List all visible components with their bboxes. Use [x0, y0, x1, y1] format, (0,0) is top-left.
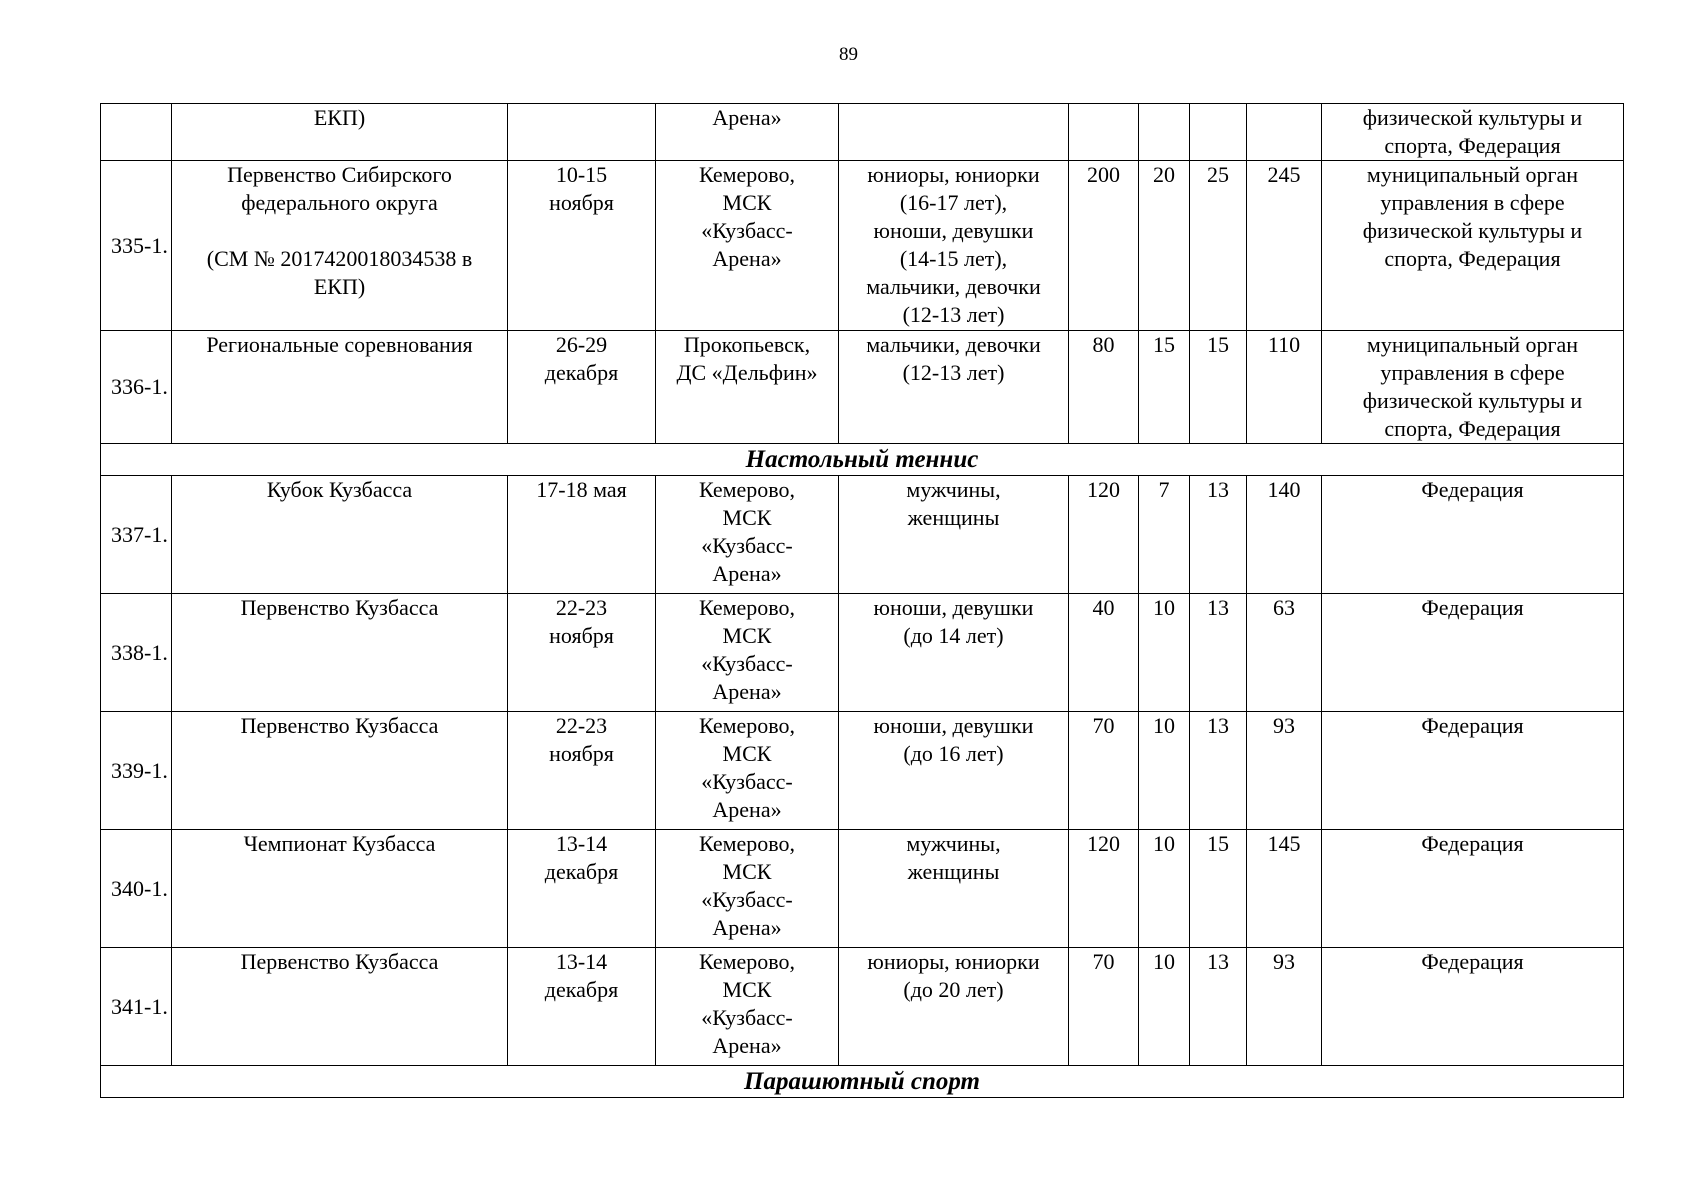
organizer-cell: [1322, 331, 1624, 444]
event-cell: [172, 104, 508, 161]
event-cell: [172, 161, 508, 331]
event-line: Чемпионат Кузбасса: [243, 831, 436, 856]
organizer-line: Федерация: [1421, 713, 1524, 738]
organizer-cell: [1322, 712, 1624, 830]
venue-cell: [656, 161, 839, 331]
venue-line: МСК: [722, 859, 772, 884]
dates-cell: [508, 712, 656, 830]
participants-cell: [839, 948, 1069, 1066]
organizer-line: управления в сфере: [1380, 190, 1565, 215]
participants-line: юноши, девушки: [873, 595, 1034, 620]
organizer-cell: [1322, 830, 1624, 948]
total-count-cell: 93: [1247, 948, 1322, 1066]
participants-line: (16-17 лет),: [899, 190, 1008, 215]
event-cell: [172, 594, 508, 712]
dates-line: ноября: [549, 741, 614, 766]
row-number-cell: 340-1.: [101, 830, 172, 948]
venue-line: МСК: [722, 190, 772, 215]
venue-line: «Кузбасс-: [701, 1005, 793, 1030]
judges-count-cell: 15: [1190, 331, 1247, 444]
participants-cell: [839, 476, 1069, 594]
dates-line: ноября: [549, 190, 614, 215]
event-line: ЕКП): [313, 274, 366, 299]
coaches-count-cell: 10: [1139, 830, 1190, 948]
table-row: [101, 830, 1624, 948]
organizer-line: управления в сфере: [1380, 360, 1565, 385]
section-header-row: [101, 444, 1624, 476]
organizer-line: спорта, Федерация: [1384, 416, 1561, 441]
table-row: [101, 104, 1624, 161]
judges-count-cell: 13: [1190, 948, 1247, 1066]
venue-line: Кемерово,: [698, 595, 796, 620]
venue-cell: [656, 830, 839, 948]
organizer-line: спорта, Федерация: [1384, 133, 1561, 158]
table-body: [101, 104, 1624, 1098]
event-line: [176, 217, 503, 245]
venue-line: Кемерово,: [698, 713, 796, 738]
judges-count-cell: 13: [1190, 476, 1247, 594]
venue-line: «Кузбасс-: [701, 651, 793, 676]
event-line: Первенство Сибирского: [227, 162, 452, 187]
venue-cell: [656, 331, 839, 444]
dates-line: 26-29: [555, 332, 608, 357]
section-header-row: [101, 1066, 1624, 1098]
organizer-line: Федерация: [1421, 595, 1524, 620]
dates-line: 22-23: [555, 713, 608, 738]
organizer-cell: [1322, 476, 1624, 594]
coaches-count-cell: 10: [1139, 712, 1190, 830]
organizer-line: Федерация: [1421, 477, 1524, 502]
total-count-cell: 245: [1247, 161, 1322, 331]
dates-line: 10-15: [555, 162, 608, 187]
venue-cell: [656, 476, 839, 594]
organizer-cell: [1322, 948, 1624, 1066]
venue-line: МСК: [722, 977, 772, 1002]
table-row: [101, 948, 1624, 1066]
judges-count-cell: 13: [1190, 594, 1247, 712]
participants-line: мальчики, девочки: [866, 274, 1041, 299]
dates-line: декабря: [544, 859, 619, 884]
participants-line: женщины: [907, 505, 1000, 530]
venue-line: Арена»: [712, 246, 782, 271]
venue-line: Арена»: [712, 1033, 782, 1058]
participants-line: юноши, девушки: [873, 713, 1034, 738]
participants-line: юниоры, юниорки: [867, 162, 1040, 187]
dates-cell: [508, 476, 656, 594]
athletes-count-cell: 70: [1069, 712, 1139, 830]
venue-line: Арена»: [712, 105, 782, 130]
organizer-line: муниципальный орган: [1366, 332, 1579, 357]
venue-line: Кемерово,: [698, 831, 796, 856]
athletes-count-cell: 200: [1069, 161, 1139, 331]
venue-line: Кемерово,: [698, 949, 796, 974]
dates-line: 17-18 мая: [536, 477, 627, 502]
table-row: [101, 594, 1624, 712]
section-title: Настольный теннис: [101, 444, 1624, 476]
participants-line: мужчины,: [906, 477, 1001, 502]
row-number-cell: [101, 104, 172, 161]
participants-cell: [839, 331, 1069, 444]
athletes-count-cell: [1069, 104, 1139, 161]
participants-cell: [839, 712, 1069, 830]
venue-line: Арена»: [712, 679, 782, 704]
venue-cell: [656, 712, 839, 830]
venue-line: МСК: [722, 741, 772, 766]
participants-line: (14-15 лет),: [899, 246, 1008, 271]
row-number-cell: 335-1.: [101, 161, 172, 331]
total-count-cell: 140: [1247, 476, 1322, 594]
event-line: Первенство Кузбасса: [240, 713, 439, 738]
event-line: федерального округа: [241, 190, 438, 215]
organizer-line: Федерация: [1421, 949, 1524, 974]
event-cell: [172, 476, 508, 594]
dates-line: 13-14: [555, 831, 608, 856]
athletes-count-cell: 120: [1069, 476, 1139, 594]
venue-line: МСК: [722, 623, 772, 648]
venue-line: «Кузбасс-: [701, 769, 793, 794]
dates-line: 22-23: [555, 595, 608, 620]
total-count-cell: [1247, 104, 1322, 161]
venue-line: МСК: [722, 505, 772, 530]
participants-line: юниоры, юниорки: [867, 949, 1040, 974]
events-table: [100, 103, 1624, 1098]
participants-line: (до 20 лет): [903, 977, 1004, 1002]
organizer-cell: [1322, 104, 1624, 161]
row-number-cell: 339-1.: [101, 712, 172, 830]
venue-line: Арена»: [712, 561, 782, 586]
event-cell: [172, 331, 508, 444]
organizer-cell: [1322, 161, 1624, 331]
coaches-count-cell: 15: [1139, 331, 1190, 444]
participants-line: мужчины,: [906, 831, 1001, 856]
dates-line: 13-14: [555, 949, 608, 974]
event-line: (СМ № 2017420018034538 в: [206, 246, 473, 271]
event-line: Кубок Кузбасса: [266, 477, 413, 502]
athletes-count-cell: 80: [1069, 331, 1139, 444]
organizer-cell: [1322, 594, 1624, 712]
judges-count-cell: 15: [1190, 830, 1247, 948]
venue-line: Арена»: [712, 797, 782, 822]
venue-cell: [656, 948, 839, 1066]
organizer-line: физической культуры и: [1362, 105, 1583, 130]
organizer-line: физической культуры и: [1362, 388, 1583, 413]
table-row: [101, 476, 1624, 594]
judges-count-cell: 13: [1190, 712, 1247, 830]
section-title: Парашютный спорт: [101, 1066, 1624, 1098]
dates-line: декабря: [544, 977, 619, 1002]
organizer-line: физической культуры и: [1362, 218, 1583, 243]
page-number: 89: [839, 44, 858, 65]
organizer-line: спорта, Федерация: [1384, 246, 1561, 271]
dates-cell: [508, 331, 656, 444]
event-cell: [172, 830, 508, 948]
table-row: [101, 712, 1624, 830]
venue-line: Прокопьевск,: [683, 332, 811, 357]
dates-cell: [508, 830, 656, 948]
venue-line: Кемерово,: [698, 477, 796, 502]
event-line: Первенство Кузбасса: [240, 949, 439, 974]
coaches-count-cell: 20: [1139, 161, 1190, 331]
athletes-count-cell: 70: [1069, 948, 1139, 1066]
dates-cell: [508, 104, 656, 161]
venue-line: Кемерово,: [698, 162, 796, 187]
total-count-cell: 145: [1247, 830, 1322, 948]
judges-count-cell: [1190, 104, 1247, 161]
event-line: Первенство Кузбасса: [240, 595, 439, 620]
dates-cell: [508, 594, 656, 712]
athletes-count-cell: 120: [1069, 830, 1139, 948]
coaches-count-cell: [1139, 104, 1190, 161]
participants-line: мальчики, девочки: [866, 332, 1041, 357]
participants-cell: [839, 830, 1069, 948]
participants-line: (12-13 лет): [902, 302, 1005, 327]
organizer-line: муниципальный орган: [1366, 162, 1579, 187]
venue-line: «Кузбасс-: [701, 533, 793, 558]
participants-line: (до 16 лет): [903, 741, 1004, 766]
event-line: ЕКП): [313, 105, 366, 130]
participants-cell: [839, 594, 1069, 712]
row-number-cell: 336-1.: [101, 331, 172, 444]
table-row: [101, 331, 1624, 444]
venue-cell: [656, 594, 839, 712]
venue-line: «Кузбасс-: [701, 218, 793, 243]
venue-line: Арена»: [712, 915, 782, 940]
total-count-cell: 63: [1247, 594, 1322, 712]
participants-line: женщины: [907, 859, 1000, 884]
participants-cell: [839, 161, 1069, 331]
coaches-count-cell: 10: [1139, 948, 1190, 1066]
dates-cell: [508, 948, 656, 1066]
venue-line: «Кузбасс-: [701, 887, 793, 912]
event-cell: [172, 712, 508, 830]
row-number-cell: 341-1.: [101, 948, 172, 1066]
table-row: [101, 161, 1624, 331]
event-line: Региональные соревнования: [206, 332, 473, 357]
total-count-cell: 93: [1247, 712, 1322, 830]
organizer-line: Федерация: [1421, 831, 1524, 856]
venue-cell: [656, 104, 839, 161]
participants-cell: [839, 104, 1069, 161]
event-cell: [172, 948, 508, 1066]
row-number-cell: 337-1.: [101, 476, 172, 594]
participants-line: юноши, девушки: [873, 218, 1034, 243]
judges-count-cell: 25: [1190, 161, 1247, 331]
participants-line: (12-13 лет): [902, 360, 1005, 385]
dates-line: ноября: [549, 623, 614, 648]
coaches-count-cell: 7: [1139, 476, 1190, 594]
athletes-count-cell: 40: [1069, 594, 1139, 712]
total-count-cell: 110: [1247, 331, 1322, 444]
dates-cell: [508, 161, 656, 331]
venue-line: ДС «Дельфин»: [676, 360, 818, 385]
row-number-cell: 338-1.: [101, 594, 172, 712]
participants-line: (до 14 лет): [903, 623, 1004, 648]
dates-line: декабря: [544, 360, 619, 385]
coaches-count-cell: 10: [1139, 594, 1190, 712]
